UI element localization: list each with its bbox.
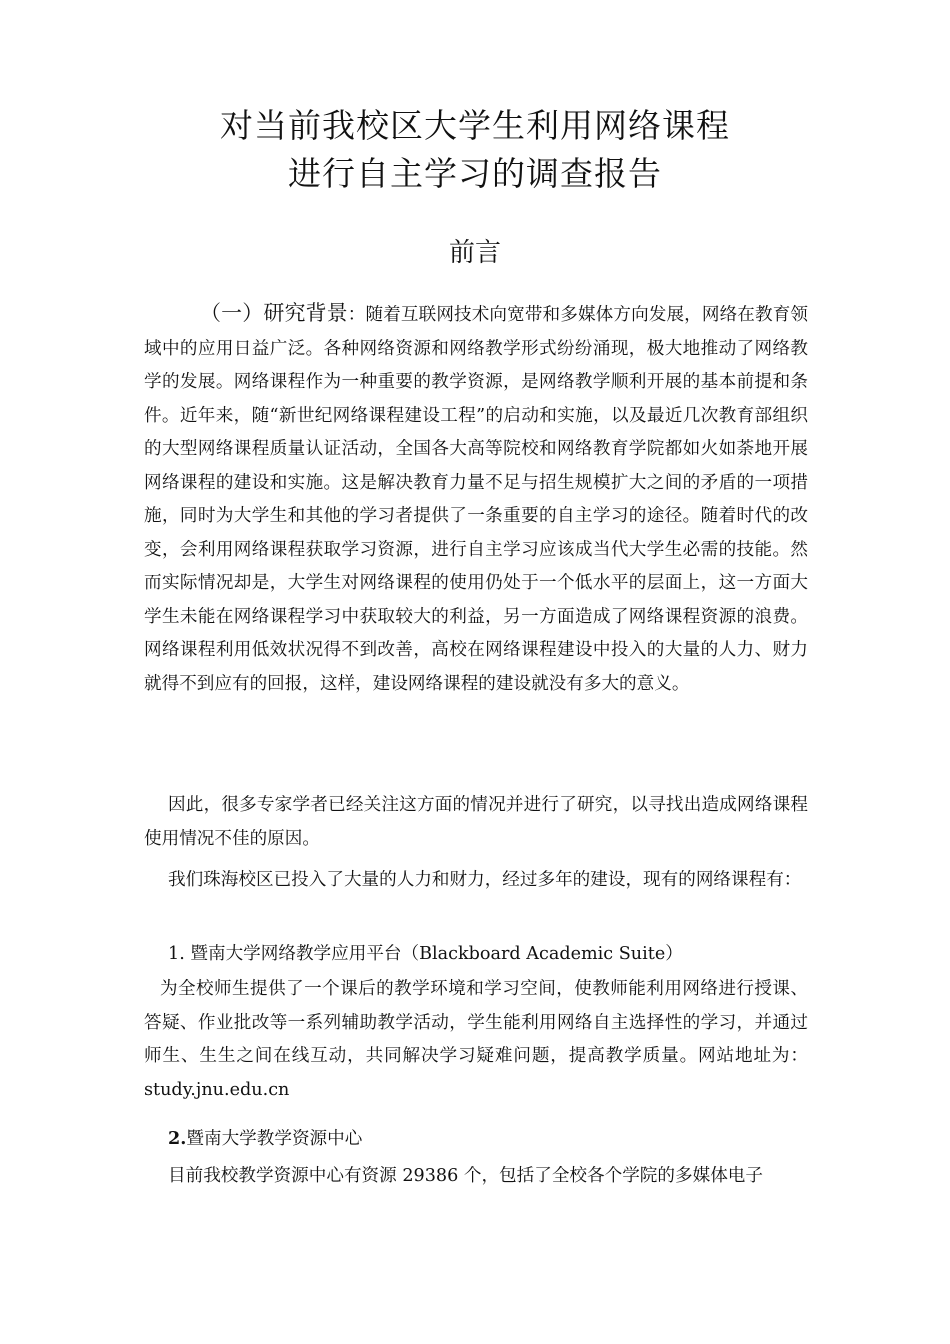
list-item-text: 暨南大学教学资源中心 xyxy=(186,1129,363,1149)
background-paragraph xyxy=(144,297,808,701)
report-title-line-1: 对当前我校区大学生利用网络课程 xyxy=(220,106,730,145)
paragraph-experts: 因此，很多专家学者已经关注这方面的情况并进行了研究，以寻找出造成网络课程使用情况不佳的原因。 xyxy=(144,795,808,849)
paragraph-zhuhai-campus: 我们珠海校区已投入了大量的人力和财力，经过多年的建设，现有的网络课程有： xyxy=(168,870,802,890)
paragraph-blackboard-description: 为全校师生提供了一个课后的教学环境和学习空间，使教师能利用网络进行授课、答疑、作业批改等一系列辅助教学活动，学生能利用网络自主选择性的学习，并通过师生、生生之间在线互动，共同解决学习疑难问题，提高教学质量。网站地址为：study.jnu.edu.cn xyxy=(144,979,808,1100)
background-heading: （一）研究背景 xyxy=(200,301,348,325)
list-item-resource-center xyxy=(144,1122,808,1157)
list-item-number: 2. xyxy=(168,1128,187,1149)
background-colon: ： xyxy=(347,305,366,325)
report-title-line-2: 进行自主学习的调查报告 xyxy=(288,154,662,193)
preface-heading: 前言 xyxy=(448,238,501,268)
background-body: 随着互联网技术向宽带和多媒体方向发展，网络在教育领域中的应用日益广泛。各种网络资源和网络教学形式纷纷涌现，极大地推动了网络教学的发展。网络课程作为一种重要的教学资源，是网络教学顺利开展的基本前提和条件。近年来，随“新世纪网络课程建设工程”的启动和实施，以及最近几次教育部组织的大型网络课程质量认证活动，全国各大高等院校和网络教育学院都如火如荼地开展网络课程的建设和实施。这是解决教育力量不足与招生规模扩大之间的矛盾的一项措施，同时为大学生和其他的学习者提供了一条重要的自主学习的途径。随着时代的改变，会利用网络课程获取学习资源，进行自主学习应该成当代大学生必需的技能。然而实际情况却是，大学生对网络课程的使用仍处于一个低水平的层面上，这一方面大学生未能在网络课程学习中获取较大的利益，另一方面造成了网络课程资源的浪费。网络课程利用低效状况得不到改善，高校在网络课程建设中投入的大量的人力、财力就得不到应有的回报，这样，建设网络课程的建设就没有多大的意义。 xyxy=(144,305,808,694)
list-item-blackboard: 1. 暨南大学网络教学应用平台（Blackboard Academic Suite） xyxy=(168,944,683,964)
paragraph-resource-center: 目前我校教学资源中心有资源 29386 个，包括了全校各个学院的多媒体电子 xyxy=(168,1166,763,1186)
